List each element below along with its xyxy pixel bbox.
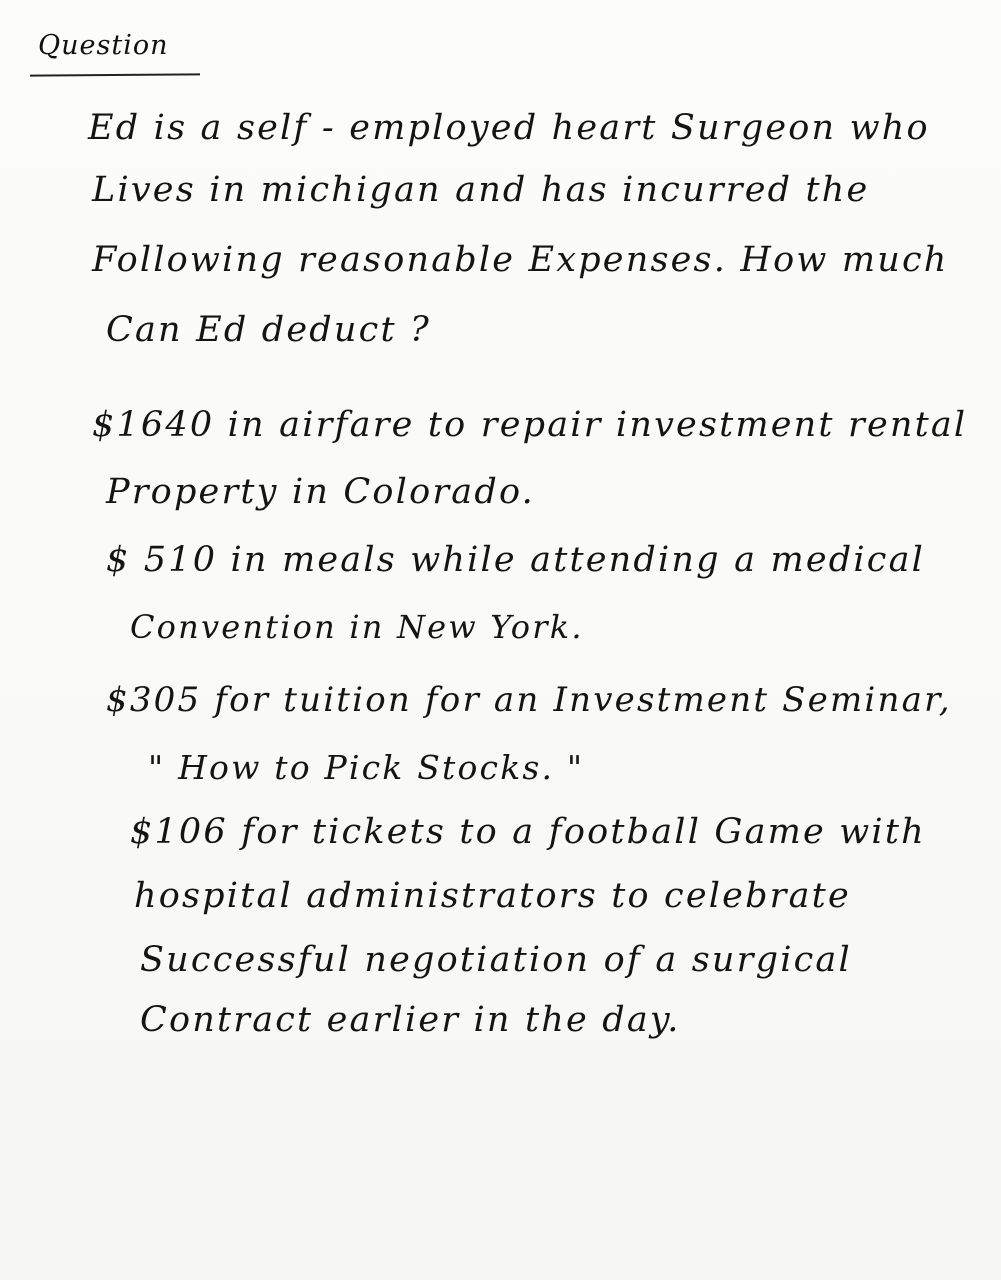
text-line-12: hospital administrators to celebrate	[134, 876, 851, 916]
text-line-4: Can Ed deduct ?	[106, 310, 432, 350]
text-line-6: Property in Colorado.	[106, 472, 535, 512]
text-line-9: $305 for tuition for an Investment Seminar,	[106, 680, 952, 720]
text-line-14: Contract earlier in the day.	[140, 1000, 681, 1040]
text-line-8: Convention in New York.	[130, 608, 584, 646]
text-line-1: Ed is a self - employed heart Surgeon who	[88, 108, 930, 148]
text-line-11: $106 for tickets to a football Game with	[130, 812, 926, 852]
heading-underline	[30, 73, 200, 76]
question-heading: Question	[38, 30, 169, 61]
text-line-5: $1640 in airfare to repair investment rental	[92, 405, 968, 445]
text-line-2: Lives in michigan and has incurred the	[92, 170, 870, 210]
text-line-7: $ 510 in meals while attending a medical	[106, 540, 926, 580]
text-line-10: " How to Pick Stocks. "	[148, 748, 585, 787]
text-line-13: Successful negotiation of a surgical	[140, 940, 852, 980]
text-line-3: Following reasonable Expenses. How much	[92, 240, 949, 280]
